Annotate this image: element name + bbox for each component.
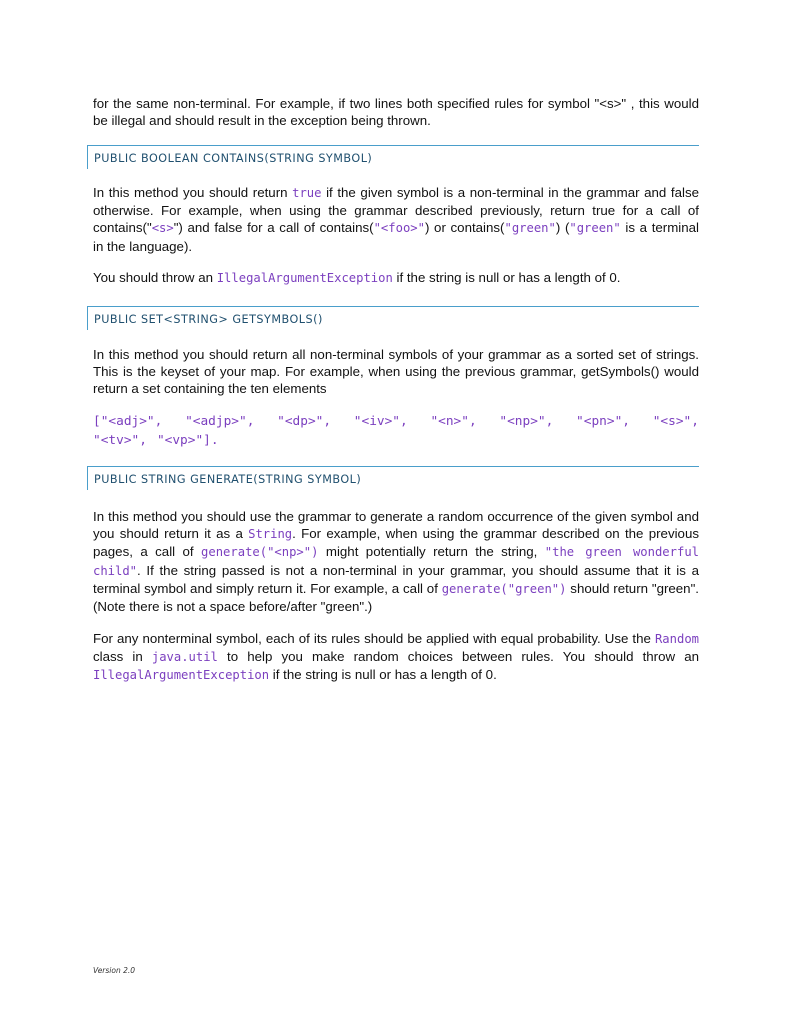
symbol-item: "<iv>", [353, 414, 408, 429]
intro-paragraph: for the same non-terminal. For example, if two lines both specified rules for symbol "<s>" , this would be illegal and should result in the exception being thrown. [93, 96, 699, 129]
version-footer: Version 2.0 [93, 966, 136, 975]
getsymbols-description: In this method you should return all non-terminal symbols of your grammar as a sorted set of strings. This is the keyset of your map. For example, when using the previous grammar, getSymbols() would return a set containing the ten elements [93, 347, 699, 397]
code-illegal-argument-exception: IllegalArgumentException [93, 668, 270, 683]
code-true: true [292, 186, 322, 200]
code-string-type: String [248, 527, 293, 542]
generate-probability-note: For any nonterminal symbol, each of its rules should be applied with equal probability. Use the Random class in java.util to help you make random choices between rules. You should throw an IllegalArgumentException if the string is null or has a length of 0. [93, 631, 699, 683]
symbol-item: ["<adj>", [93, 414, 163, 429]
section-heading-getsymbols-text: PUBLIC SET<STRING> GETSYMBOLS() [94, 313, 323, 326]
contains-description: In this method you should return true if the given symbol is a non-terminal in the grammar and false otherwise. For example, when using the grammar described previously, return true for a call of contains("<s>") and false for a call of contains("<foo>") or contains("green") ("green" is a terminal in the language). [93, 185, 699, 254]
symbol-item: "<adjp>", [185, 414, 255, 429]
section-heading-generate [87, 466, 699, 490]
code-green-1: "green" [504, 221, 556, 236]
generate-description: In this method you should use the grammar to generate a random occurrence of the given symbol and you should return it as a String. For example, when using the grammar described on the previous pages, a call of generate("<np>") might potentially return the string, "the green wonderful child". If the string passed is not a non-terminal in your grammar, you should assume that it is a terminal symbol and simply return it. For example, a call of generate("green") should return "green". (Note there is not a space before/after "green".) [93, 509, 699, 615]
symbol-item: "<np>", [499, 414, 554, 429]
section-heading-contains [87, 145, 699, 169]
symbol-item: "<s>", [652, 414, 699, 429]
section-heading-getsymbols [87, 306, 699, 330]
symbol-item: "<n>", [430, 414, 477, 429]
symbol-set-line-2 [93, 431, 699, 450]
symbol-set-line-1 [93, 412, 699, 431]
section-heading-generate-text: PUBLIC STRING GENERATE(STRING SYMBOL) [94, 473, 362, 486]
code-green-2: "green" [569, 221, 621, 236]
symbol-item: "<tv>", [93, 433, 147, 448]
contains-exception-note: You should throw an IllegalArgumentException if the string is null or has a length of 0. [93, 270, 621, 285]
symbol-item: "<vp>"]. [156, 433, 219, 448]
code-generate-green: generate("green") [441, 581, 567, 596]
code-foo-symbol: "<foo>" [373, 221, 425, 236]
code-generate-np: generate("<np>") [201, 545, 319, 560]
symbol-item: "<pn>", [576, 414, 630, 429]
code-s-symbol: <s> [151, 221, 174, 236]
code-java-util: java.util [151, 650, 218, 665]
code-illegal-argument-exception: IllegalArgumentException [216, 271, 393, 285]
code-example-result: "the green wonderful child" [93, 545, 699, 578]
section-heading-contains-text: PUBLIC BOOLEAN CONTAINS(STRING SYMBOL) [94, 152, 373, 165]
code-random-class: Random [654, 632, 699, 646]
symbol-item: "<dp>", [277, 414, 332, 429]
